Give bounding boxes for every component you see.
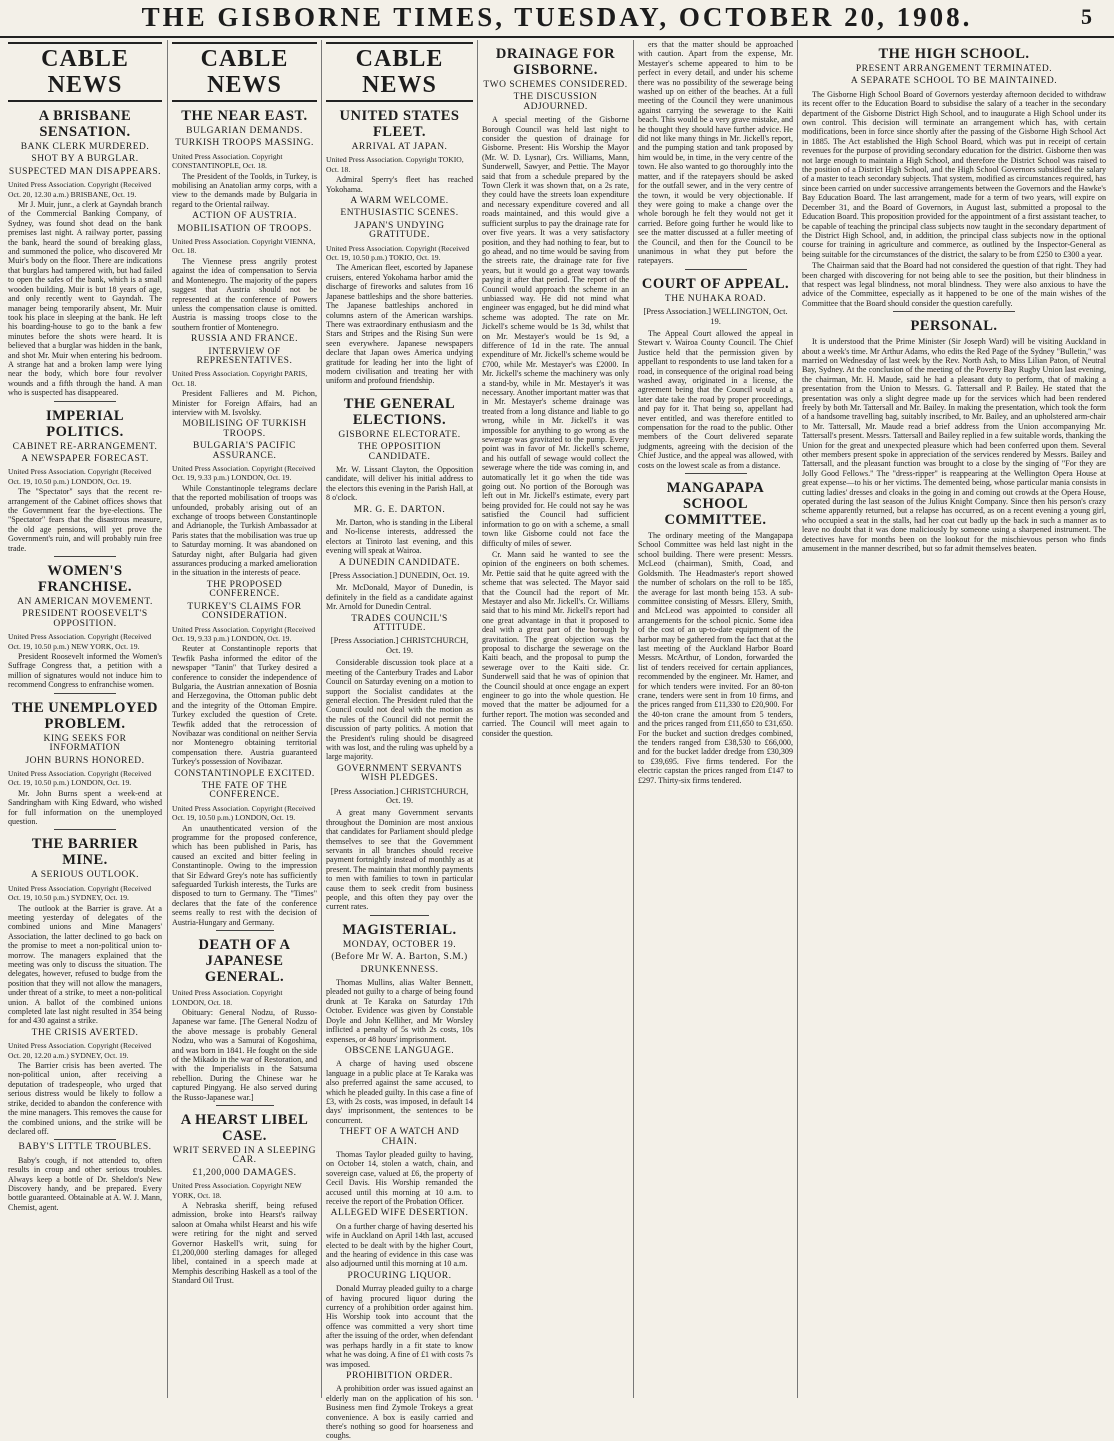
article-body: A charge of having used obscene language in a public place at Te Karaka was also preferred against the same accused, to which he pleaded guilty. In this case a fine of £3, with 2s costs, was imposed, in default 14 days' imprisonment, the sentences to be concurrent.	[326, 1059, 473, 1125]
subheadline: PRESENT ARRANGEMENT TERMINATED.	[855, 64, 1053, 74]
article-body: The American fleet, escorted by Japanese cruisers, entered Yokohama harbor amid the discharge of fireworks and salutes from 16 Japanese battleships and the shore batteries. The Japanese battleships anchored in columns astern of the American warships. There was extraordinary enthusiasm and the Stars and Stripes and the Rising Sun were seen everywhere. Japanese newspapers declare that Japan owes America undying gratitude for leading her into the light of modern civilisation and treating her with uniform and profound friendship.	[326, 263, 473, 386]
dateline: United Press Association. Copyright (Received Oct. 20, 12.30 a.m.) BRISBANE, Oct. 19.	[8, 180, 152, 199]
article-body: President Roosevelt informed the Women's Suffrage Congress that, a petition with a million of signatures would not induce him to recommend Congress to enfranchise women.	[8, 652, 162, 690]
subheadline: BULGARIA'S PACIFIC ASSURANCE.	[192, 441, 296, 461]
article-body: While Constantinople telegrams declare that the reported mobilisation of troops was unfounded, probably arising out of an exchange of troops between Constantinople and Adrianople, the Turkish Ambassador at Paris states that the mobilisation was true up to Saturday morning. It was abandoned on Saturday night, after Bulgaria had given assurances producing a marked amelioration in the situation in the interests of peace.	[172, 483, 317, 578]
article-body: Reuter at Constantinople reports that Tewfik Pasha informed the editor of the newspaper "Tanin" that Turkey desired a conference to consider the independence of Bulgaria, the Austrian annexation of Bosnia and Herzegovina, the Ottoman public debt and the integrity of the Ottoman Empire. Turkey excluded the question of Crete. Tewfik added that the retrocession of Novibazar was conditional on neither Servia nor Montenegro obtaining territorial compensation there. Austria guaranteed Turkey's possession of Novibazar.	[172, 644, 317, 767]
headline: THE UNEMPLOYED PROBLEM.	[12, 699, 158, 732]
headline: WOMEN'S FRANCHISE.	[37, 563, 133, 596]
headline: A HEARST LIBEL CASE.	[180, 1111, 309, 1144]
divider	[216, 930, 274, 931]
subheadline: A SERIOUS OUTLOOK.	[31, 870, 139, 881]
subheadline: TWO SCHEMES CONSIDERED.	[483, 80, 628, 90]
subheadline: PRESIDENT ROOSEVELT'S OPPOSITION.	[22, 609, 148, 629]
divider	[216, 1105, 274, 1106]
section-banner: CABLE NEWS	[326, 42, 473, 102]
article-body: On a further charge of having deserted his wife in Auckland on April 14th last, accused elected to be dealt with by the higher Court, and the hearing of evidence in this case was also adjourned until this morning at 10 a.m.	[326, 1221, 473, 1269]
headline: THE NEAR EAST.	[181, 108, 308, 124]
subheadline: CABINET RE-ARRANGEMENT.	[12, 441, 158, 452]
subheadline: A NEWSPAPER FORECAST.	[21, 453, 149, 464]
subheadline: PROCURING LIQUOR.	[347, 1270, 452, 1281]
article-body: The Chairman said that the Board had not considered the question of that right. They had been charged with discovering for not being able to see the position, but their blindness in that respect was legal blindness, not moral blindness. They were also anxious to have the advice of the Committee, especially as it happened to be one of the main wishes of the Committee that the Board should consider the question carefully.	[802, 261, 1106, 308]
article-body: The ordinary meeting of the Mangapapa School Committee was held last night in the school building. There were present: Messrs. McLeod (chairman), Smith, Coad, and Goldsmith. The Headmaster's report showed the number of scholars on the roll to be 185, the average for last month being 153. A sub-committee consisting of Messrs. Ellery, Smith, and McLeod was appointed to consider all arrangements for the school picnic. Some idea of the cost of an up-to-date equipment of the harbor may be gathered from the fact that at the last meeting of the Auckland Harbor Board Messrs. McArthur, of London, forwarded the list of tenders received for certain appliances, recommended by the engineer. Mr. Hamer, and for which tenders were invited. For an 80-ton crane, tenders were sent in from 10 firms, and the prices ranged from £11,330 to £20,900. For the 40-ton crane the amount from 5 tenders, and the prices ranged from £11,650 to £31,650. For the bucket and suction dredges combined, the tenders ranged from £38,530 to £66,000, and for the bucket ladder dredge from £30,309 to £39,695. Five firms tendered. For the electric capstan the prices ranged from £147 to £297. Thirty-six firms tendered.	[638, 531, 793, 785]
dateline: United Press Association. Copyright (Received Oct. 20, 12.20 a.m.) SYDNEY, Oct. 19.	[8, 1041, 152, 1060]
divider	[370, 389, 429, 390]
article-body: Obituary: General Nodzu, of Russo-Japanese war fame. [The General Nodzu of the above message is probably General Nodzu, who was a Samurai of Kogoshima, and was born in 1841. He fought on the side of the Mikado in the war of Restoration, and with the Imperialists in the Satsuma rebellion. During the Chinese war he captured Pingyang. He also served during the Russo-Japanese war.]	[172, 1007, 317, 1102]
dateline: United Press Association. Copyright TOKIO, Oct. 18.	[326, 155, 464, 174]
dateline: [Press Association.] DUNEDIN, Oct. 19.	[329, 570, 470, 581]
headline: MAGISTERIAL.	[342, 921, 457, 938]
subheadline: TURKEY'S CLAIMS FOR CONSIDERATION.	[187, 601, 302, 622]
dateline: [Press Association.] CHRISTCHURCH, Oct. 19.	[330, 785, 469, 805]
subheadline: BULGARIAN DEMANDS.	[186, 126, 303, 136]
subheadline: JOHN BURNS HONORED.	[25, 755, 145, 766]
dateline: United Press Association. Copyright CONSTANTINOPLE, Oct. 18.	[172, 151, 283, 171]
divider	[54, 556, 116, 557]
subheadline: MONDAY, OCTOBER 19.	[342, 939, 457, 950]
subheadline: £1,200,000 DAMAGES.	[192, 1167, 297, 1178]
subheadline: THE CRISIS AVERTED.	[31, 1027, 139, 1038]
subheadline: JAPAN'S UNDYING GRATITUDE.	[354, 220, 445, 241]
divider	[54, 693, 116, 694]
subheadline: ALLEGED WIFE DESERTION.	[330, 1208, 469, 1219]
divider	[54, 401, 116, 402]
article-body: The "Spectator" says that the recent re-arrangement of the Cabinet offices shows that the Government fear the bye-elections. The "Spectator" fears that the disastrous measure, the old age pensions, will yet prove the Government's ruin, and will probably ruin free trade.	[8, 487, 162, 553]
divider	[685, 269, 747, 270]
column-6	[798, 40, 1110, 1398]
divider	[370, 915, 429, 916]
article-body: Thomas Taylor pleaded guilty to having, on October 14, stolen a watch, chain, and sovereign case, valued at £6, the property of Cecil Davis. His Worship remanded the accused until this morning at 10 a.m. to receive the report of the Probation Officer.	[326, 1149, 473, 1206]
subheadline: (Before Mr W. A. Barton, S.M.)	[331, 952, 468, 963]
article-body: It is understood that the Prime Minister (Sir Joseph Ward) will be visiting Auckland in about a week's time. Mr Arthur Adams, who edits the Red Page of the Sydney "Bulletin," was married on Wednesday of last week by the Rev. North Ash, to Miss Lilian Paton, of Neutral Bay, Sydney. At the conclusion of the meeting of the Poverty Bay Rugby Union last evening, the chairman, Mr. H. Maude, said he had a pleasant duty to perform, that of making a presentation from the Union to Messrs. G. Tattersall and P. Bailey. He stated that the presentation was only a slight degree made up for the services which had been rendered freely by both Mr. Tattersall and Mr. Bailey. In making the presentation, which took the form of a handsome travelling bag, suitably inscribed, to Mr. Bailey, and an upholstered arm-chair to Mr. Tattersall, Mr. Maude read a brief address from the Union accompanying Mr. Tattersall's present. Messrs. Tattersall and Bailey replied in a few suitable words, thanking the Union for the great and unexpected pleasure which had been conferred upon them. Several other members present spoke in appreciation of the services rendered by Messrs. Bailey and Tattersall, and the pleasant function was brought to a close by the singing of "For they are Jolly Good Fellows." The "dress-ripper" is reappearing at the Wellington Opera House at great expense—to his or her victims. The demented being, whose particular mania consists in cutting ladies' dresses and cloaks in the going in and coming out crowds at the Opera House, operated during the last season of the Julius Knight Company. Since then his person's crazy scheme apparently returned, but a relapse has occurred, as on a recent evening a young girl, who occupied a seat in the stalls, had her coat cut badly up the back in such a manner as to leave no doubt that it was done maliciously by someone using a sharpened instrument. The detectives have for months been on the lookout for the mischievous person who finds amusement in the manner described, but so far admit themselves beaten.	[802, 337, 1106, 554]
subheadline: TURKISH TROOPS MASSING.	[175, 138, 314, 149]
subheadline: OBSCENE LANGUAGE.	[344, 1045, 455, 1056]
subheadline: A DUNEDIN CANDIDATE.	[338, 557, 461, 568]
article-body: The President of the Toolds, in Turkey, is mobilising an Anatolian army corps, with a view to the demands made by Bulgaria in regard to the Oriental railway.	[172, 171, 317, 209]
subheadline: KING SEEKS FOR INFORMATION	[43, 733, 127, 754]
subheadline: GISBORNE ELECTORATE.	[338, 429, 461, 440]
subheadline: CONSTANTINOPLE EXCITED.	[174, 768, 315, 779]
dateline: United Press Association. Copyright VIENNA, Oct. 18.	[172, 237, 316, 256]
article-body: The Gisborne High School Board of Governors yesterday afternoon decided to withdraw its recent offer to the Education Board to subsidise the salary of a teacher in the secondary department of the Gisborne District High School, and to inaugurate a High School under its own control. This decision will terminate an arrangement which has, with certain modifications, been in force since shortly after the passing of the Gisborne High School Act in 1885. The Act established the High School Board, which was put in receipt of certain revenues for the purpose of providing secondary education for the district. Gisborne then was not large enough to maintain a High School, and therefore the District School was raised to the position of a District High School, and the High School Governors subsidised the salary of a master to teach secondary subjects. That system, modified as circumstances required, has since been carried on under successive arrangements between the Governors and the Hawke's Bay Education Board. The last arrangement, made for a term of two years, will expire on December 31, and the Board of Governors, in August last, submitted a proposal to the Education Board. This proposition provided for the appointment of a first assistant teacher, to be capable of teaching the principal class subjects now taught in the secondary department of the District High School, and, in addition, the principal class subjects now in the optional course for training in agriculture and commerce, as outlined by the Inspector-General as being suitable for the circumstances of the district, the salary to be from £250 to £300 a year.	[802, 89, 1106, 259]
subheadline: BABY'S LITTLE TROUBLES.	[18, 1142, 152, 1153]
subheadline: AN AMERICAN MOVEMENT.	[17, 597, 153, 608]
subheadline: TRADES COUNCIL'S ATTITUDE.	[351, 613, 448, 634]
subheadline: THEFT OF A WATCH AND CHAIN.	[339, 1127, 460, 1147]
subheadline: MR. G. E. DARTON.	[353, 504, 446, 515]
headline: COURT OF APPEAL.	[641, 275, 790, 292]
headline: THE GENERAL ELECTIONS.	[343, 395, 456, 428]
dateline: [Press Association.] WELLINGTON, Oct. 19.	[643, 306, 788, 326]
divider	[54, 1139, 116, 1140]
article-body: The Barrier crisis has been averted. The non-political union, after receiving a deputation of tradespeople, who urged that serious distress would be likely to follow a strike, decided to abandon the conference with the mine managers. This removes the cause for the combined unions, and the strike will be declared off.	[8, 1061, 162, 1136]
divider	[893, 311, 1015, 312]
column-2	[168, 40, 321, 1398]
section-banner: CABLE NEWS	[172, 42, 317, 102]
dateline: United Press Association. Copyright (Received Oct. 19, 10.50 p.m.) LONDON, Oct. 19.	[172, 803, 316, 823]
dateline: United Press Association. Copyright (Received Oct. 19, 10.50 p.m.) TOKIO, Oct. 19.	[326, 243, 470, 263]
article-body: A Nebraska sheriff, being refused admission, broke into Hearst's railway saloon at Omaha whilst Hearst and his wife were retiring for the night and served Governor Haskell's writ, suing for £1,200,000 sterling damages for alleged libel, contained in a speech made at Memphis describing Haskell as a tool of the Standard Oil Trust.	[172, 1201, 317, 1286]
page-number: 5	[1081, 4, 1092, 29]
subheadline: THE DISCUSSION ADJOURNED.	[513, 92, 598, 112]
column-3	[322, 40, 477, 1441]
subheadline: A WARM WELCOME.	[350, 196, 449, 207]
article-body: A special meeting of the Gisborne Borough Council was held last night to consider the question of drainage for Gisborne. Present: His Worship the Mayor (Mr. W. D. Lysnar), Crs. Williams, Mann, Sunderwell, Sawyer, and Pettie. The Mayor said that from a schedule prepared by the Town Clerk it was shown that, on a 2s rate, they could have the streets loan expenditure and necessary expenditure covered and all roads maintained, and this would give a sufficient surplus to pay the drainage rate for over five years. It was a very satisfactory position, and they had nothing to fear, but to go ahead, and no time would be saving from the streets rate, the drainage rate for five years, but it would go a great way towards paying it after that period. The report of the Council would approach the scheme in an unbiassed way. He did not mind what engineer was engaged, but he did mind what scheme was adopted. The rate on Mr. Jickell's scheme would be 1s 3d, whilst that on Mr. Mestayer's would be 1s 9d, a difference of 1d in the rate. The annual expenditure of Mr. Jickell's scheme would be £700, while Mr. Mestayer's was £2000. In Mr. Jickell's scheme the machinery was only a stand-by, while in Mr. Mestayer's it was necessary. Another important matter was that in Mr. Mestayer's scheme drainage was treated from a long distance and liable to go wrong, while in Mr. Jickell's it was impossible for anything to go wrong as the sewerage was gravitated to the pump. Every point was in favor of Mr. Jickell's scheme, and his outfall of sewage would collect the sewerage where the tide was coming in, and automatically let it go when the tide was going out. No portion of the Borough was left out in Mr. Jickell's estimate, every part being provided for. He could not say he was satisfied the Council had sufficient information to go on with a scheme, a small town like Gisborne could not face the difficulty of miles of sewer.	[482, 115, 629, 548]
article-body: Cr. Mann said he wanted to see the opinion of the engineers on both schemes. Mr. Pettie said that he quite agreed with the scheme that was selected. The Mayor said that the Council had the report of Mr. Mestayer and also Mr. Jickell's. Cr. Williams said that to his mind Mr. Jickell's report had one great advantage in that it proposed to deal with a great part of the borough by gravitation. The great objection was the proposal to discharge the sewerage on the Kaiti beach, and the proposal to pump the sewerage over to the Kaiti side. Cr. Sunderwell said that he was of opinion that the Council should at once engage an expert engineer to go into the whole question. He moved that the matter be adjourned for a further report. The motion was seconded and carried. The Council will meet again to consider the question.	[482, 549, 629, 738]
subheadline: MOBILISING OF TURKISH TROOPS.	[182, 419, 307, 439]
dateline: United Press Association. Copyright (Received Oct. 19, 9.33 p.m.) LONDON, Oct. 19.	[172, 624, 316, 643]
subheadline: GOVERNMENT SERVANTS WISH PLEDGES.	[336, 763, 463, 784]
divider	[685, 473, 747, 474]
article-body: A great many Government servants throughout the Dominion are most anxious that candidates for Parliament should pledge themselves to see that the Government servants in all branches should receive payment fortnightly instead of monthly as at present. The maintain that monthly payments to men with families to town in particular cause them to seek credit from business people, and this often they pay over the current rates.	[326, 808, 473, 912]
article-body: Admiral Sperry's fleet has reached Yokohama.	[326, 175, 473, 194]
dateline: United Press Association. Copyright (Received Oct. 19, 10.50 p.m.) SYDNEY, Oct. 19.	[8, 883, 152, 903]
article-body: Thomas Mullins, alias Walter Bennett, pleaded not guilty to a charge of being found drunk at Te Karaka on Saturday 17th October. Evidence was given by Constable Doyle and John Kelliher, and Mr Worsley inflicted a penalty of 5s with 2s costs, 10s expenses, or 48 hours' imprisonment.	[326, 978, 473, 1044]
article-body: President Fallieres and M. Pichon, Minister for Foreign Affairs, had an interview with M. Isvolsky.	[172, 389, 317, 417]
headline: DRAINAGE FOR GISBORNE.	[495, 46, 616, 78]
subheadline: THE PROPOSED CONFERENCE.	[206, 579, 283, 600]
article-body: Mr. John Burns spent a week-end at Sandringham with King Edward, who wished for full information on the unemployed question.	[8, 788, 162, 826]
subheadline: A SEPARATE SCHOOL TO BE MAINTAINED.	[850, 76, 1058, 87]
dateline: United Press Association. Copyright (Received Oct. 19, 10.50 p.m.) LONDON, Oct. 19.	[8, 768, 152, 788]
dateline: United Press Association. Copyright NEW YORK, Oct. 18.	[172, 1181, 302, 1200]
subheadline: BANK CLERK MURDERED.	[20, 142, 150, 152]
article-body: Considerable discussion took place at a meeting of the Canterbury Trades and Labor Council on Saturday evening on a motion to support the Socialist candidates at the general election. The President ruled that the Council could not deal with the motion as the rules of the Council did not permit the discussion of party politics. A motion that the President's ruling should be disagreed with was lost, and the ruling was upheld by a large majority.	[326, 658, 473, 762]
headline: THE BARRIER MINE.	[31, 836, 139, 869]
divider	[54, 829, 116, 830]
subheadline: WRIT SERVED IN A SLEEPING CAR.	[173, 1145, 316, 1166]
headline: IMPERIAL POLITICS.	[45, 407, 125, 440]
subheadline: ARRIVAL AT JAPAN.	[351, 142, 448, 152]
section-banner: CABLE NEWS	[8, 42, 162, 102]
column-5	[634, 40, 797, 1398]
subheadline: ACTION OF AUSTRIA.	[192, 211, 297, 222]
article-body: The Appeal Court allowed the appeal in Stewart v. Wairoa County Council. The Chief Justice held that the permission given by appellant to respondents to use land taken for a road, in consequence of the original road being washed away, originated in a license, the agreement being that the Council would at a later date take the road by proper proceedings, and pay for it. That being so, appellant had never entitled, and was therefore entitled to compensation for the road to the public. Other members of the Court delivered separate judgments, agreeing with the decision of the Chief Justice, and the appeal was allowed, with costs on the lowest scale as from a distance.	[638, 328, 793, 470]
subheadline: THE NUHAKA ROAD.	[664, 293, 767, 304]
column-4	[478, 40, 633, 1398]
subheadline: MOBILISATION OF TROOPS.	[177, 223, 312, 234]
subheadline: THE OPPOSITION CANDIDATE.	[357, 442, 442, 462]
headline: A BRISBANE SENSATION.	[38, 108, 132, 140]
article-body: Donald Murray pleaded guilty to a charge of having procured liquor during the currency of a prohibition order against him. His Worship took into account that the offence was committed a very short time after the issuing of the order, when defendant was perhaps hardly in a fit state to know what he was doing. A fine of £1 with costs 7s was imposed.	[326, 1284, 473, 1369]
dateline: [Press Association.] CHRISTCHURCH, Oct. 19.	[330, 635, 469, 655]
masthead	[0, 0, 1114, 38]
subheadline: RUSSIA AND FRANCE.	[191, 334, 298, 345]
article-body: The outlook at the Barrier is grave. At a meeting yesterday of delegates of the combined unions and Mine Managers' Association, the latter declined to go back on the promise to meet a non-political union to-morrow. The managers explained that the meeting was only to discuss the situation. The delegates, however, refused to budge from the position that they will not allow the managers, under threat of a strike, to meet a non-political union. A ballot of the combined unions completed late last night resulted in 354 being for and 430 against a strike.	[8, 903, 162, 1026]
subheadline: SHOT BY A BURGLAR.	[31, 154, 139, 165]
dateline: United Press Association. Copyright (Received Oct. 19, 10.50 p.m.) NEW YORK, Oct. 19.	[8, 632, 152, 651]
article-body: ers that the matter should be approached with caution. Apart from the expense, Mr. Mestayer's scheme appeared to him to be perfect in every detail, and under his scheme there was no possibility of the sewerage being washed up on either of the beaches. At a full meeting of the Council they were unanimous against carrying the sewerage to the Kaiti beach. This would be a very grave mistake, and he thought they should have further advice. He did not like many things in Mr. Jickell's report, and the pumping station and tank proposed by him would be, in time, in the very centre of the town. He also wanted to go thoroughly into the matter, and if the ratepayers should be asked for the outfall sewer, and in the very centre of the town, it would be very objectionable. If they were going to make a change over the whole borough he felt they would not get it carried. Before going further he would like to see the matter discussed at a fuller meeting of the Council, and then for the Council to be unanimous in what they put before the ratepayers.	[638, 40, 793, 266]
dateline: United Press Association. Copyright LONDON, Oct. 18.	[172, 988, 283, 1007]
subheadline: SUSPECTED MAN DISAPPEARS.	[8, 166, 162, 177]
headline: THE HIGH SCHOOL.	[878, 46, 1030, 62]
subheadline: DRUNKENNESS.	[360, 964, 439, 975]
subheadline: ENTHUSIASTIC SCENES.	[340, 208, 459, 219]
article-body: Mr J. Muir, junr., a clerk at Gayndah branch of the Commercial Banking Company, of Sydney, was found shot dead on the bank premises last night. A railway porter, passing the bank, heard the sound of breaking glass, and summoned the police, who discovered Mr Muir's body on the floor. There are indications that burglars had tampered with, but had failed to open the safes of the bank, which is a small wooden building. Muir is but 18 years of age, and only recently went to Gayndah. The manager being temporarily absent, Mr. Muir took his place in sleeping at the bank. He left his boarding-house to go to the bank a few minutes before the shots were heard. It is believed that a burglar was hidden in the bank, and shot Mr. Muir when entering his bedroom. A strange hat and a broken lamp were lying near the body, which bore four revolver wounds and a fifth through the hand. A man who is suspected has disappeared.	[8, 200, 162, 398]
headline: UNITED STATES FLEET.	[339, 108, 460, 140]
article-body: An unauthenticated version of the programme for the proposed conference, which has been published in Paris, has caused an excited and bitter feeling in Constantinople. Owing to the impression that Sir Edward Grey's note has sufficiently safeguarded Turkish interests, the Turks are disposed to turn to Germany. The "Times" declares that the fate of the conference seems really to rest with the decision of Austria-Hungary and Germany.	[172, 823, 317, 927]
subheadline: PROHIBITION ORDER.	[346, 1370, 453, 1381]
column-1	[4, 40, 166, 1398]
headline: PERSONAL.	[910, 318, 998, 335]
subheadline: THE FATE OF THE CONFERENCE.	[201, 781, 288, 801]
article-body: Mr. Darton, who is standing in the Liberal and No-license interests, addressed the electors at Tiniroto last evening, and this evening will speak at Wairoa.	[326, 518, 473, 556]
newspaper-title: THE GISBORNE TIMES, TUESDAY, OCTOBER 20, 1908.	[141, 2, 973, 32]
article-body: The Viennese press angrily protest against the idea of compensation to Servia and Montenegro. The majority of the papers suggest that Austria should not be represented at the conference of Powers unless the compensation clause is omitted. Austria is massing troops close to the southern frontier of Montenegro.	[172, 256, 317, 332]
headline: DEATH OF A JAPANESE GENERAL.	[198, 937, 291, 986]
headline: MANGAPAPA SCHOOL COMMITTEE.	[664, 480, 767, 529]
dateline: United Press Association. Copyright (Received Oct. 19, 9.33 p.m.) LONDON, Oct. 19.	[172, 464, 316, 483]
article-body: Mr. W. Lissant Clayton, the Opposition candidate, will deliver his initial address to the electors this evening in the Parish Hall, at 8 o'clock.	[326, 464, 473, 503]
article-body: A prohibition order was issued against an elderly man on the application of his son. Business men find Zymole Trokeys a great convenience. A box is easily carried and there's nothing so good for hoarseness and coughs.	[326, 1384, 473, 1441]
dateline: United Press Association. Copyright (Received Oct. 19, 10.50 p.m.) LONDON, Oct. 19.	[8, 467, 152, 486]
dateline: United Press Association. Copyright PARIS, Oct. 18.	[172, 369, 308, 388]
subheadline: INTERVIEW OF REPRESENTATIVES.	[196, 346, 293, 366]
article-body: Mr. McDonald, Mayor of Dunedin, is definitely in the field as a candidate against Mr. Arnold for Dunedin Central.	[326, 583, 473, 612]
advertisement-text: Baby's cough, if not attended to, often results in croup and other serious troubles. Always keep a bottle of Dr. Sheldon's New Discovery handy, and be prepared. Every bottle guaranteed. Obtainable at A. W. J. Mann, Chemist, agent.	[8, 1155, 162, 1212]
